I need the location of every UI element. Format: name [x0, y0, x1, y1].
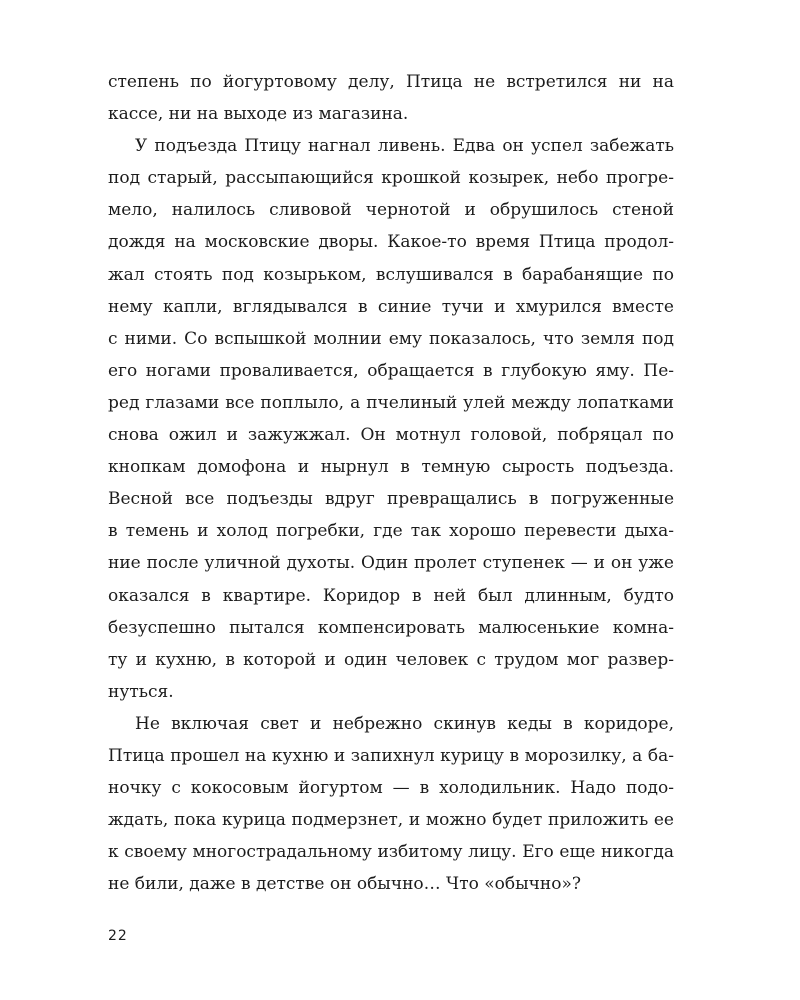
text-line: ночку с кокосовым йогуртом — в холодильник. Надо подо- [108, 778, 674, 799]
text-line: нему капли, вглядывался в синие тучи и хмурился вместе [108, 296, 674, 317]
text-line: Птица прошел на кухню и запихнул курицу в морозилку, а ба- [108, 745, 674, 766]
text-line: мело, налилось сливовой чернотой и обрушилось стеной [108, 200, 674, 221]
text-line: жал стоять под козырьком, вслушивался в барабанящие по [108, 264, 674, 285]
text-line: ние после уличной духоты. Один пролет ступенек — и он уже [108, 553, 674, 574]
text-line: Весной все подъезды вдруг превращались в погруженные [108, 489, 674, 510]
text-line: безуспешно пытался компенсировать малюсенькие комна- [108, 617, 674, 638]
text-line: ту и кухню, в которой и один человек с трудом мог развер- [108, 649, 674, 670]
text-line: ждать, пока курица подмерзнет, и можно будет приложить ее [108, 810, 674, 831]
page-number: 22 [108, 928, 128, 944]
text-line: дождя на московские дворы. Какое-то время Птица продол- [108, 232, 674, 253]
text-line: с ними. Со вспышкой молнии ему показалось, что земля под [108, 328, 674, 349]
text-line: снова ожил и зажужжал. Он мотнул головой, побряцал по [108, 425, 674, 446]
text-line: оказался в квартире. Коридор в ней был длинным, будто [108, 585, 674, 606]
text-line: ред глазами все поплыло, а пчелиный улей между лопатками [108, 392, 674, 413]
text-line: к своему многострадальному избитому лицу. Его еще никогда [108, 842, 674, 863]
text-line: Не включая свет и небрежно скинув кеды в коридоре, [135, 713, 674, 734]
text-line: его ногами проваливается, обращается в глубокую яму. Пе- [108, 360, 674, 381]
text-line: не били, даже в детстве он обычно… Что «обычно»? [108, 874, 581, 895]
text-line: У подъезда Птицу нагнал ливень. Едва он успел забежать [135, 136, 674, 157]
text-line: кассе, ни на выходе из магазина. [108, 104, 409, 125]
text-line: в темень и холод погребки, где так хорошо перевести дыха- [108, 521, 674, 542]
text-line: под старый, рассыпающийся крошкой козырек, небо прогре- [108, 168, 674, 189]
text-line: нуться. [108, 681, 174, 702]
text-line: кнопкам домофона и нырнул в темную сырость подъезда. [108, 457, 674, 478]
body-text [108, 66, 674, 900]
text-line: степень по йогуртовому делу, Птица не встретился ни на [108, 72, 674, 92]
